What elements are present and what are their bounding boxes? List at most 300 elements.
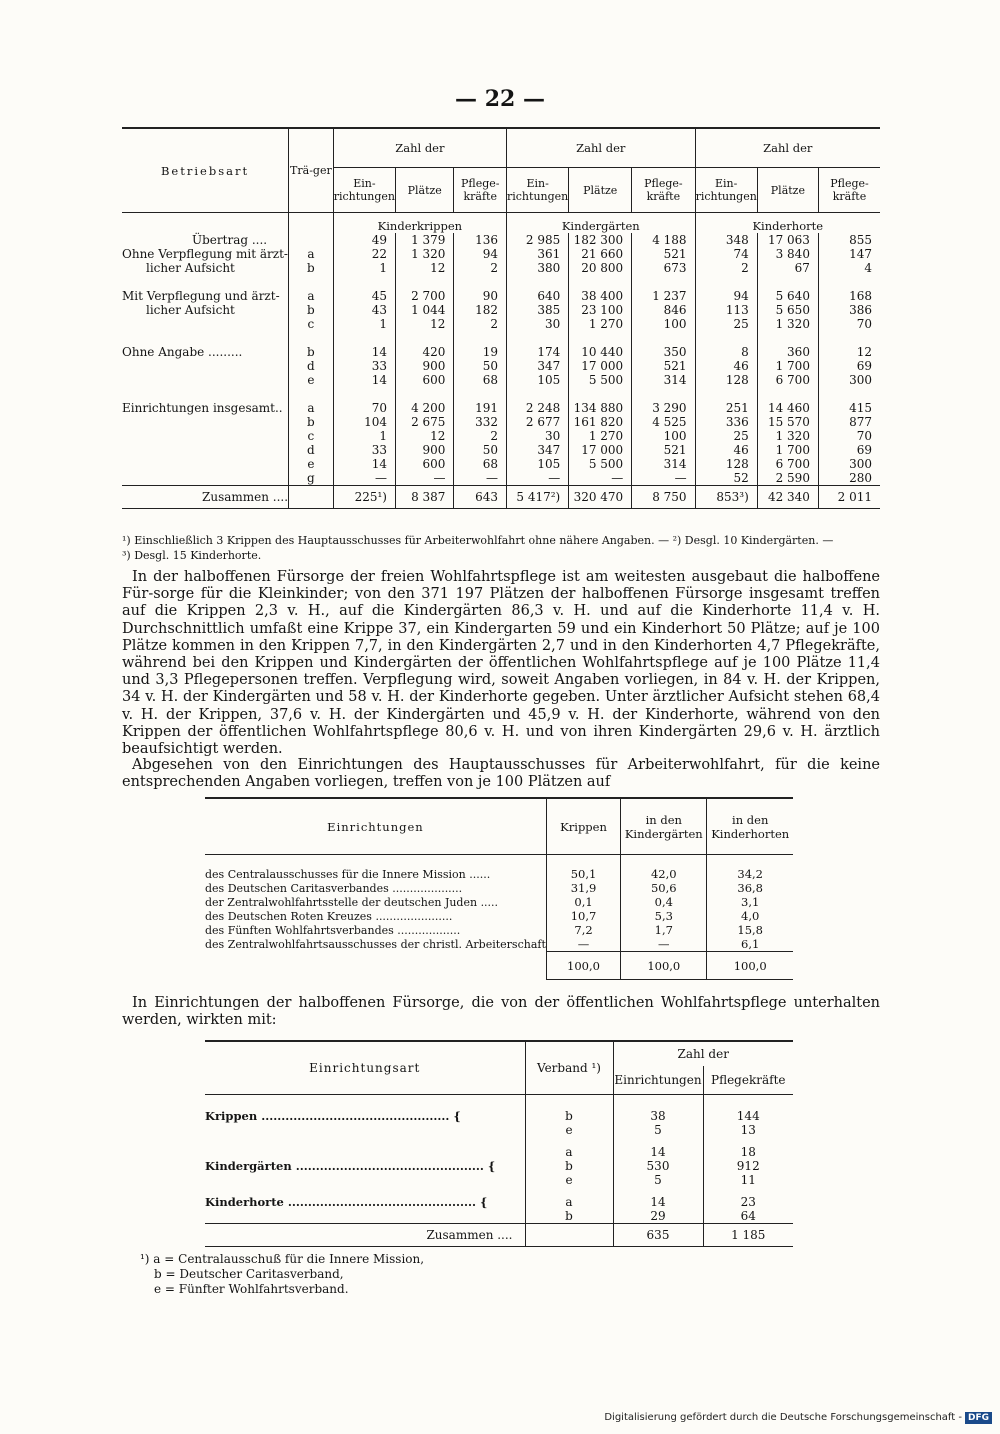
value-cell: 33: [333, 443, 395, 457]
value-cell: 386: [818, 303, 880, 317]
hdr-einr: Ein-richtungen: [507, 168, 569, 213]
value-cell: 168: [818, 289, 880, 303]
value-cell: 6 700: [757, 457, 818, 471]
traeger-cell: [289, 331, 334, 345]
total-cell: 643: [454, 486, 507, 509]
einr-cell: 29: [613, 1209, 703, 1224]
value-cell: 1: [333, 317, 395, 331]
value-cell: 105: [507, 373, 569, 387]
value-cell: 4,0: [707, 909, 793, 923]
value-cell: 348: [695, 233, 757, 247]
value-cell: [333, 275, 395, 289]
value-cell: 50: [454, 359, 507, 373]
pflege-cell: 11: [703, 1173, 793, 1187]
total-label: Zusammen ....: [426, 1228, 513, 1242]
value-cell: 70: [333, 401, 395, 415]
row-label: des Deutschen Roten Kreuzes ......................: [205, 909, 453, 923]
hdr-kg: in den Kindergärten: [621, 798, 707, 855]
hdr-plaetze: Plätze: [396, 168, 454, 213]
value-cell: 1: [333, 429, 395, 443]
value-cell: [569, 275, 632, 289]
value-cell: 14: [333, 345, 395, 359]
value-cell: 182 300: [569, 233, 632, 247]
value-cell: 36,8: [707, 881, 793, 895]
value-cell: 600: [396, 373, 454, 387]
value-cell: 0,1: [546, 895, 620, 909]
value-cell: 17 000: [569, 443, 632, 457]
value-cell: [757, 275, 818, 289]
row-label: [122, 415, 289, 429]
value-cell: 68: [454, 373, 507, 387]
value-cell: 521: [632, 247, 695, 261]
value-cell: 2 677: [507, 415, 569, 429]
total-cell: 5 417²): [507, 486, 569, 509]
table-row: [122, 289, 880, 303]
total-cell: 635: [613, 1224, 703, 1247]
value-cell: 2 248: [507, 401, 569, 415]
row-label: [122, 359, 289, 373]
pflege-cell: 23: [703, 1195, 793, 1209]
table-row: [122, 331, 880, 345]
einr-cell: 38: [613, 1109, 703, 1123]
traeger-cell: e: [289, 457, 334, 471]
table-row: [122, 387, 880, 401]
total-label: Zusammen ....: [202, 490, 289, 504]
value-cell: 350: [632, 345, 695, 359]
value-cell: 69: [818, 443, 880, 457]
value-cell: [333, 387, 395, 401]
value-cell: 5 640: [757, 289, 818, 303]
footnotes-verband: [140, 1252, 424, 1297]
row-label: Ohne Angabe .........: [122, 345, 243, 359]
row-label: des Centralausschusses für die Innere Mission ......: [205, 867, 491, 881]
value-cell: 50: [454, 443, 507, 457]
value-cell: 45: [333, 289, 395, 303]
value-cell: 14: [333, 457, 395, 471]
value-cell: 68: [454, 457, 507, 471]
value-cell: 1 320: [396, 247, 454, 261]
verband-cell: e: [525, 1173, 613, 1187]
value-cell: 7,2: [546, 923, 620, 937]
value-cell: 30: [507, 429, 569, 443]
value-cell: 20 800: [569, 261, 632, 275]
pflege-cell: 13: [703, 1123, 793, 1137]
row-label: Einrichtungen insgesamt..: [122, 401, 283, 415]
value-cell: 5 500: [569, 373, 632, 387]
pflege-cell: 144: [703, 1109, 793, 1123]
value-cell: 52: [695, 471, 757, 486]
row-label: [122, 387, 289, 401]
hdr-pflege: Pflege-kräfte: [818, 168, 880, 213]
value-cell: [396, 331, 454, 345]
row-label: Ohne Verpflegung mit ärzt-: [122, 247, 288, 261]
group-label: Kindergärten: [205, 1159, 292, 1173]
value-cell: 70: [818, 317, 880, 331]
traeger-cell: b: [289, 345, 334, 359]
table-row: [205, 923, 793, 937]
value-cell: 17 063: [757, 233, 818, 247]
value-cell: 136: [454, 233, 507, 247]
value-cell: 42,0: [621, 867, 707, 881]
value-cell: 46: [695, 443, 757, 457]
total-row: [205, 952, 793, 980]
value-cell: [569, 331, 632, 345]
value-cell: 94: [695, 289, 757, 303]
table-row: Kinderhorte ............................................... { a 14 23: [205, 1195, 793, 1209]
row-label: [122, 275, 289, 289]
value-cell: 5 500: [569, 457, 632, 471]
hdr-plaetze: Plätze: [757, 168, 818, 213]
total-row: [122, 486, 880, 509]
traeger-cell: [289, 387, 334, 401]
value-cell: [396, 275, 454, 289]
row-label: [122, 471, 289, 486]
total-cell: 1 185: [703, 1224, 793, 1247]
table-row: [122, 443, 880, 457]
table-row: [205, 881, 793, 895]
value-cell: 1 044: [396, 303, 454, 317]
table-row: [205, 1123, 793, 1137]
traeger-cell: g: [289, 471, 334, 486]
value-cell: 134 880: [569, 401, 632, 415]
value-cell: [632, 387, 695, 401]
value-cell: [454, 331, 507, 345]
hdr-zahl-kh: Zahl der: [695, 128, 880, 168]
total-cell: 8 387: [396, 486, 454, 509]
value-cell: 1 270: [569, 317, 632, 331]
value-cell: 15,8: [707, 923, 793, 937]
footnote-line: ³) Desgl. 15 Kinderhorte.: [122, 549, 262, 562]
traeger-cell: d: [289, 359, 334, 373]
value-cell: 877: [818, 415, 880, 429]
row-label: [122, 429, 289, 443]
einr-cell: 14: [613, 1195, 703, 1209]
value-cell: 640: [507, 289, 569, 303]
traeger-cell: b: [289, 261, 334, 275]
traeger-cell: b: [289, 415, 334, 429]
value-cell: 174: [507, 345, 569, 359]
value-cell: [695, 275, 757, 289]
verband-cell: e: [525, 1123, 613, 1137]
value-cell: 100: [632, 429, 695, 443]
value-cell: 33: [333, 359, 395, 373]
value-cell: 1 320: [757, 317, 818, 331]
table-row: [122, 303, 880, 317]
hdr-art: Einrichtungsart: [205, 1041, 525, 1095]
paragraph: Abgesehen von den Einrichtungen des Hauptausschusses für Arbeiterwohlfahrt, für die keine entsprechenden Angaben vorliegen, treffen von je 100 Plätzen auf: [122, 757, 880, 791]
hdr-betriebsart: Betriebsart: [122, 128, 289, 213]
pflege-cell: 18: [703, 1145, 793, 1159]
value-cell: 104: [333, 415, 395, 429]
traeger-cell: [289, 233, 334, 247]
einr-cell: 14: [613, 1145, 703, 1159]
value-cell: 3 290: [632, 401, 695, 415]
hdr-einr: Ein-richtungen: [695, 168, 757, 213]
total-cell: 225¹): [333, 486, 395, 509]
value-cell: 14 460: [757, 401, 818, 415]
verband-cell: b: [525, 1109, 613, 1123]
value-cell: —: [507, 471, 569, 486]
value-cell: 25: [695, 317, 757, 331]
value-cell: 1 700: [757, 359, 818, 373]
group-label: Kinderhorte: [205, 1195, 284, 1209]
value-cell: 314: [632, 457, 695, 471]
value-cell: 5 650: [757, 303, 818, 317]
value-cell: [757, 387, 818, 401]
total-cell: 2 011: [818, 486, 880, 509]
table-row: [122, 471, 880, 486]
hdr-pflege: Pflege-kräfte: [454, 168, 507, 213]
traeger-cell: a: [289, 401, 334, 415]
hdr-plaetze: Plätze: [569, 168, 632, 213]
hdr-traeger: Trä-ger: [289, 128, 334, 213]
row-label: des Zentralwohlfahrtsausschusses der christl. Arbeiterschaft: [205, 937, 546, 951]
value-cell: 3,1: [707, 895, 793, 909]
total-cell: 8 750: [632, 486, 695, 509]
value-cell: [632, 331, 695, 345]
row-label: licher Aufsicht: [146, 303, 235, 317]
value-cell: 191: [454, 401, 507, 415]
row-label: [122, 317, 289, 331]
row-label: [122, 331, 289, 345]
paragraph: In Einrichtungen der halboffenen Fürsorge, die von der öffentlichen Wohlfahrtspflege unterhalten werden, wirkten mit:: [122, 995, 880, 1029]
traeger-cell: e: [289, 373, 334, 387]
value-cell: [818, 387, 880, 401]
footnote-line: b = Deutscher Caritasverband,: [154, 1267, 344, 1281]
verband-cell: a: [525, 1145, 613, 1159]
section-label: Kinderhorte: [695, 213, 880, 234]
value-cell: 19: [454, 345, 507, 359]
value-cell: 347: [507, 443, 569, 457]
value-cell: —: [454, 471, 507, 486]
value-cell: [454, 387, 507, 401]
value-cell: 2: [454, 261, 507, 275]
hdr-pflege: Pflegekräfte: [703, 1066, 793, 1095]
value-cell: 521: [632, 443, 695, 457]
value-cell: 12: [818, 345, 880, 359]
value-cell: 4 525: [632, 415, 695, 429]
value-cell: —: [546, 937, 620, 952]
value-cell: 12: [396, 317, 454, 331]
value-cell: 182: [454, 303, 507, 317]
value-cell: 100: [632, 317, 695, 331]
hdr-pflege: Pflege-kräfte: [632, 168, 695, 213]
value-cell: 38 400: [569, 289, 632, 303]
hdr-zahl-kg: Zahl der: [507, 128, 696, 168]
value-cell: [632, 275, 695, 289]
value-cell: 12: [396, 429, 454, 443]
value-cell: 67: [757, 261, 818, 275]
table-row: [122, 373, 880, 387]
value-cell: 2 985: [507, 233, 569, 247]
value-cell: —: [621, 937, 707, 952]
value-cell: 336: [695, 415, 757, 429]
einr-cell: 5: [613, 1173, 703, 1187]
hdr-verband: Verband ¹): [525, 1041, 613, 1095]
value-cell: 31,9: [546, 881, 620, 895]
value-cell: 113: [695, 303, 757, 317]
hdr-kh: in den Kinderhorten: [707, 798, 793, 855]
table-row: [122, 401, 880, 415]
verband-cell: b: [525, 1209, 613, 1224]
paragraph: In der halboffenen Fürsorge der freien Wohlfahrtspflege ist am weitesten ausgebaut die halboffene Für-sorge für die Kleinkinder; von den 371 197 Plätzen der halboffenen Fürsorge insgesamt treffen auf die Krippen 2,3 v. H., auf die Kindergärten 86,3 v. H. und auf die Kinderhorte 11,4 v. H. Durchschnittlich umfaßt eine Krippe 37, ein Kindergarten 59 und ein Kinderhort 50 Plätze; auf je 100 Plätze kommen in den Krippen 7,7, in den Kindergärten 2,7 und in den Kinderhorten 4,7 Pflegekräfte, während bei den Krippen und Kindergärten der öffentlichen Wohlfahrtspflege auf je 100 Plätze 11,4 und 3,3 Pflegepersonen treffen. Verpflegung wird, soweit Angaben vorliegen, in 84 v. H. der Krippen, 34 v. H. der Kindergärten und 58 v. H. der Kinderhorte gegeben. Unter ärztlicher Aufsicht stehen 68,4 v. H. der Krippen, 37,6 v. H. der Kindergärten und 45,9 v. H. der Kinderhorte, während von den Krippen der öffentlichen Wohlfahrtspflege 80,6 v. H. und von ihren Kindergärten 29,6 v. H. ärztlich beaufsichtigt werden.: [122, 569, 880, 758]
value-cell: 380: [507, 261, 569, 275]
value-cell: 280: [818, 471, 880, 486]
value-cell: 300: [818, 373, 880, 387]
table-row: [122, 429, 880, 443]
value-cell: 3 840: [757, 247, 818, 261]
row-label: [122, 443, 289, 457]
row-label: Übertrag ....: [192, 233, 268, 247]
value-cell: 10 440: [569, 345, 632, 359]
value-cell: 855: [818, 233, 880, 247]
value-cell: 161 820: [569, 415, 632, 429]
value-cell: 1 700: [757, 443, 818, 457]
table-row: Kindergärten ............................................... { b 530 912: [205, 1159, 793, 1173]
footnote-line: ¹) a = Centralausschuß für die Innere Mission,: [140, 1252, 425, 1266]
value-cell: [818, 275, 880, 289]
value-cell: [396, 387, 454, 401]
value-cell: 2 700: [396, 289, 454, 303]
value-cell: 50,6: [621, 881, 707, 895]
value-cell: 15 570: [757, 415, 818, 429]
value-cell: 74: [695, 247, 757, 261]
table-verbaende: [205, 797, 793, 980]
einr-cell: 5: [613, 1123, 703, 1137]
value-cell: 347: [507, 359, 569, 373]
table-row: [205, 1173, 793, 1187]
value-cell: 1 320: [757, 429, 818, 443]
traeger-cell: a: [289, 247, 334, 261]
value-cell: [507, 331, 569, 345]
total-cell: 100,0: [546, 952, 620, 980]
table-row: [122, 457, 880, 471]
value-cell: 521: [632, 359, 695, 373]
row-label: des Deutschen Caritasverbandes ....................: [205, 881, 463, 895]
traeger-cell: b: [289, 303, 334, 317]
hdr-einr: Einrichtungen: [613, 1066, 703, 1095]
section-label: Kindergärten: [507, 213, 696, 234]
table-row: [205, 1145, 793, 1159]
traeger-cell: d: [289, 443, 334, 457]
total-cell: 42 340: [757, 486, 818, 509]
value-cell: 34,2: [707, 867, 793, 881]
table-row: [205, 1209, 793, 1224]
value-cell: 2 590: [757, 471, 818, 486]
value-cell: [757, 331, 818, 345]
value-cell: 385: [507, 303, 569, 317]
table-row: [205, 909, 793, 923]
row-label: [122, 457, 289, 471]
table-row: [122, 275, 880, 289]
value-cell: 43: [333, 303, 395, 317]
value-cell: 2: [695, 261, 757, 275]
value-cell: 1 237: [632, 289, 695, 303]
value-cell: 251: [695, 401, 757, 415]
row-label: [122, 373, 289, 387]
credit-text: Digitalisierung gefördert durch die Deutsche Forschungsgemeinschaft -: [604, 1412, 962, 1423]
total-cell: 100,0: [621, 952, 707, 980]
value-cell: 2: [454, 429, 507, 443]
section-label: Kinderkrippen: [333, 213, 506, 234]
table-betriebsart: [122, 127, 880, 509]
total-cell: 320 470: [569, 486, 632, 509]
value-cell: 94: [454, 247, 507, 261]
value-cell: 600: [396, 457, 454, 471]
hdr-zahl-krippen: Zahl der: [333, 128, 506, 168]
value-cell: [333, 331, 395, 345]
value-cell: [454, 275, 507, 289]
traeger-cell: c: [289, 429, 334, 443]
verband-cell: b: [525, 1159, 613, 1173]
value-cell: [818, 331, 880, 345]
hdr-einr: Ein-richtungen: [333, 168, 395, 213]
table-row: [205, 937, 793, 952]
value-cell: 4 188: [632, 233, 695, 247]
group-label: Krippen: [205, 1109, 258, 1123]
value-cell: —: [333, 471, 395, 486]
table-row: Krippen ............................................... { b 38 144: [205, 1109, 793, 1123]
total-row: [205, 1224, 793, 1247]
value-cell: 1,7: [621, 923, 707, 937]
hdr-einrichtungen: Einrichtungen: [327, 819, 424, 834]
value-cell: 30: [507, 317, 569, 331]
verband-cell: a: [525, 1195, 613, 1209]
footnote-line: e = Fünfter Wohlfahrtsverband.: [154, 1282, 349, 1296]
traeger-cell: [289, 275, 334, 289]
value-cell: 332: [454, 415, 507, 429]
traeger-cell: a: [289, 289, 334, 303]
value-cell: 300: [818, 457, 880, 471]
value-cell: 14: [333, 373, 395, 387]
value-cell: 6,1: [707, 937, 793, 952]
hdr-zahl: Zahl der: [613, 1041, 793, 1066]
hdr-krippen: Krippen: [546, 798, 620, 855]
value-cell: 314: [632, 373, 695, 387]
value-cell: 4: [818, 261, 880, 275]
table-row: [122, 415, 880, 429]
value-cell: —: [396, 471, 454, 486]
value-cell: 8: [695, 345, 757, 359]
row-label: der Zentralwohlfahrtsstelle der deutschen Juden .....: [205, 895, 499, 909]
value-cell: 361: [507, 247, 569, 261]
value-cell: 900: [396, 443, 454, 457]
value-cell: 50,1: [546, 867, 620, 881]
credit-line: [604, 1412, 992, 1424]
value-cell: 2: [454, 317, 507, 331]
value-cell: 90: [454, 289, 507, 303]
value-cell: 4 200: [396, 401, 454, 415]
row-label: des Fünften Wohlfahrtsverbandes ..................: [205, 923, 461, 937]
value-cell: 17 000: [569, 359, 632, 373]
value-cell: 70: [818, 429, 880, 443]
table-row: [122, 233, 880, 247]
table-row: [205, 895, 793, 909]
traeger-cell: c: [289, 317, 334, 331]
value-cell: 1 379: [396, 233, 454, 247]
value-cell: [695, 331, 757, 345]
row-label: licher Aufsicht: [146, 261, 235, 275]
pflege-cell: 64: [703, 1209, 793, 1224]
value-cell: 6 700: [757, 373, 818, 387]
value-cell: 46: [695, 359, 757, 373]
value-cell: 25: [695, 429, 757, 443]
value-cell: 5,3: [621, 909, 707, 923]
total-cell: 100,0: [707, 952, 793, 980]
value-cell: [569, 387, 632, 401]
pflege-cell: 912: [703, 1159, 793, 1173]
dfg-logo: DFG: [965, 1412, 992, 1424]
